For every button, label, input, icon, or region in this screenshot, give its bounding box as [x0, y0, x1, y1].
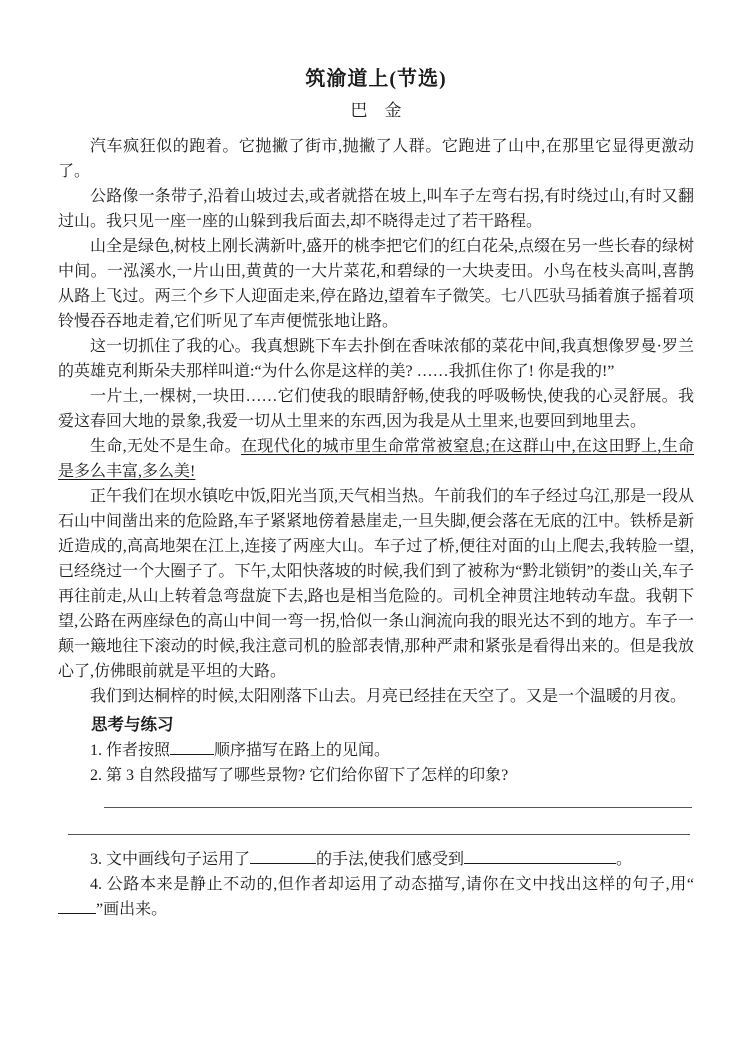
question-3-text-3: 。	[616, 851, 633, 868]
paragraph-7: 正午我们在坝水镇吃中饭,阳光当顶,天气相当热。午前我们的车子经过乌江,那是一段从石山中间凿出来的危险路,车子紧紧地傍着悬崖走,一旦失脚,便会落在无底的江中。铁桥是新近造成的,高高地架在江上,连接了两座大山。车子过了桥,便往对面的山上爬去,我转脸一望,已经绕过一个大圈子了。下午,太阳快落坡的时候,我们到了被称为“黔北锁钥”的娄山关,车子再往前走,从山上转着急弯盘旋下去,路也是相当危险的。司机全神贯注地转动车盘。我朝下望,公路在两座绿色的高山中间一弯一拐,恰似一条山涧流向我的眼光达不到的地方。车子一颠一簸地往下滚动的时候,我注意司机的脸部表情,那种严肃和紧张是看得出来的。但是我放心了,仿佛眼前就是平坦的大路。	[58, 488, 695, 680]
question-4-text-post: ”画出来。	[96, 901, 168, 918]
exercise-section	[58, 712, 694, 922]
paragraph-1: 汽车疯狂似的跑着。它抛撇了街市,抛撇了人群。它跑进了山中,在那里它显得更激动了。	[58, 138, 694, 180]
article-body	[58, 134, 694, 709]
question-3	[58, 847, 694, 872]
answer-line-1	[104, 807, 692, 808]
underlined-sentence: 在现代化的城市里生命常常被窒息;在这群山中,在这田野上,生命是多么丰富,多么美!	[58, 438, 694, 480]
fill-in-blank	[58, 898, 96, 914]
article-author: 巴 金	[350, 101, 402, 120]
exercise-heading: 思考与练习	[91, 715, 174, 734]
paragraph-4: 这一切抓住了我的心。我真想跳下车去扑倒在香味浓郁的菜花中间,我真想像罗曼·罗兰的英雄克利斯朵夫那样叫道:“为什么你是这样的美? ……我抓住你了! 你是我的!”	[58, 338, 694, 380]
question-4-text-pre: 4. 公路本来是静止不动的,但作者却运用了动态描写,请你在文中找出这样的句子,用“	[90, 876, 694, 893]
paragraph-6-lead: 生命,无处不是生命。	[90, 438, 241, 455]
question-2: 2. 第 3 自然段描写了哪些景物? 它们给你留下了怎样的印象?	[90, 767, 509, 784]
fill-in-blank	[170, 739, 214, 755]
paragraph-8: 我们到达桐梓的时候,太阳刚落下山去。月亮已经挂在天空了。又是一个温暖的月夜。	[90, 688, 687, 705]
paragraph-2: 公路像一条带子,沿着山坡过去,或者就搭在坡上,叫车子左弯右拐,有时绕过山,有时又翻过山。我只见一座一座的山躲到我后面去,却不晓得走过了若干路程。	[58, 188, 694, 230]
article-title: 筑渝道上(节选)	[305, 68, 447, 90]
answer-line-2	[68, 834, 690, 835]
question-1-text-post: 顺序描写在路上的见闻。	[214, 742, 391, 759]
question-4	[58, 872, 694, 922]
paragraph-3: 山全是绿色,树枝上刚长满新叶,盛开的桃李把它们的红白花朵,点缀在另一些长春的绿树中间。一泓溪水,一片山田,黄黄的一大片菜花,和碧绿的一大块麦田。小鸟在枝头高叫,喜鹊从路上飞过。两三个乡下人迎面走来,停在路边,望着车子微笑。七八匹驮马插着旗子摇着项铃慢吞吞地走着,它们听见了车声便慌张地让路。	[58, 238, 695, 330]
paragraph-6	[58, 434, 694, 484]
fill-in-blank	[250, 848, 316, 864]
fill-in-blank	[464, 848, 616, 864]
question-1-text-pre: 1. 作者按照	[90, 742, 171, 759]
question-3-text-2: 的手法,使我们感受到	[316, 851, 465, 868]
question-3-text-1: 3. 文中画线句子运用了	[90, 851, 251, 868]
question-1	[58, 738, 694, 763]
paragraph-5: 一片土,一棵树,一块田……它们使我的眼睛舒畅,使我的呼吸畅快,使我的心灵舒展。我爱这春回大地的景象,我爱一切从土里来的东西,因为我是从土里来,也要回到地里去。	[58, 388, 694, 430]
